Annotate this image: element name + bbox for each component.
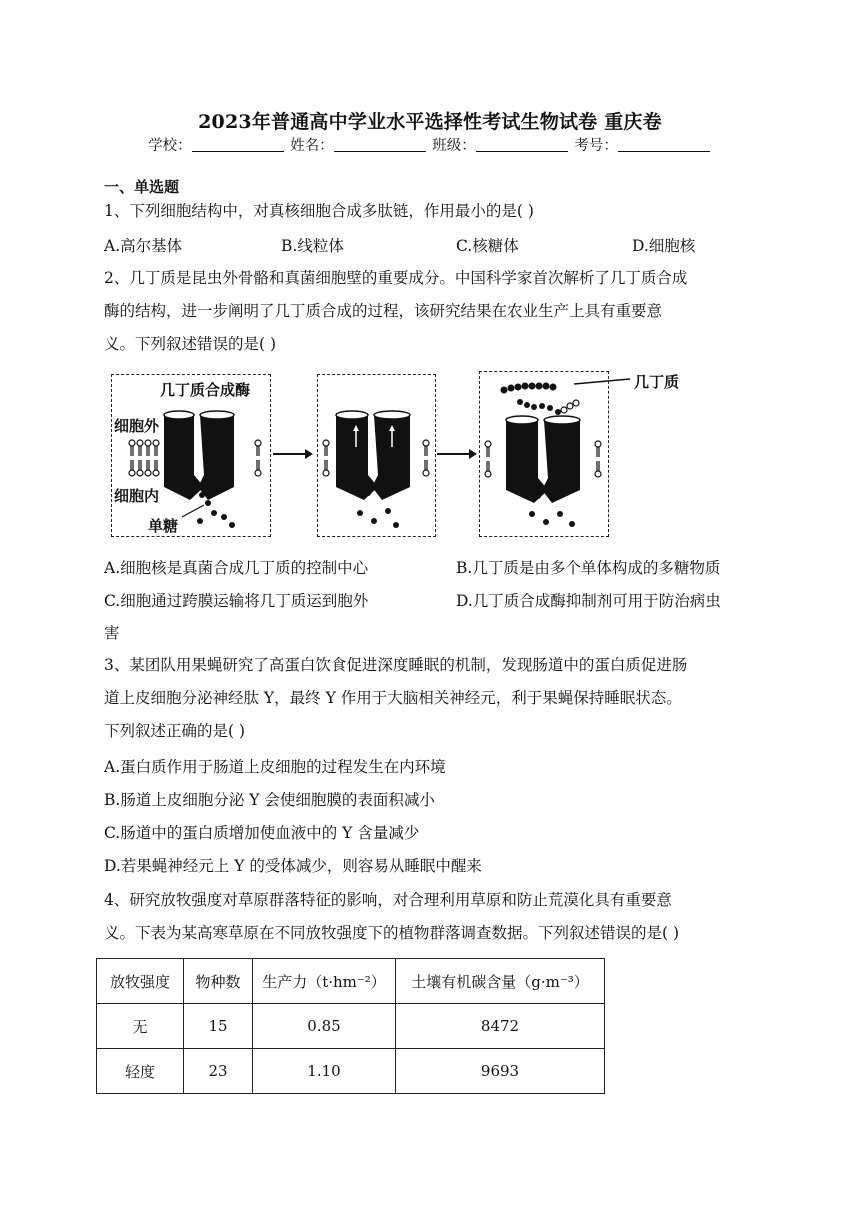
table-cell: 0.85: [253, 1004, 396, 1049]
table-header-cell: 物种数: [184, 959, 253, 1004]
school-label: 学校：: [148, 138, 192, 154]
q2-stem-line-1: 2、几丁质是昆虫外骨骼和真菌细胞壁的重要成分。中国科学家首次解析了几丁质合成: [104, 269, 688, 287]
name-label: 姓名：: [290, 138, 334, 154]
table-header-row: [97, 959, 605, 1004]
q3-option-c[interactable]: C.肠道中的蛋白质增加使血液中的 Y 含量减少: [104, 824, 420, 842]
q3-stem-line-1: 3、某团队用果蝇研究了高蛋白饮食促进深度睡眠的机制，发现肠道中的蛋白质促进肠: [104, 656, 688, 674]
chitin-synthase-panel-2: [317, 374, 436, 537]
enzyme-diagram-2: [318, 375, 435, 536]
student-info-line: [0, 134, 860, 155]
q2-option-b[interactable]: B.几丁质是由多个单体构成的多糖物质: [456, 559, 721, 577]
enzyme-diagram-1: [112, 375, 270, 536]
table-cell: 1.10: [253, 1049, 396, 1094]
chitin-label: 几丁质: [634, 373, 680, 391]
q2-option-d[interactable]: D.几丁质合成酶抑制剂可用于防治病虫: [456, 592, 721, 610]
school-blank[interactable]: [192, 137, 284, 152]
q2-option-d-continued: 害: [104, 624, 120, 642]
q3-option-a[interactable]: A.蛋白质作用于肠道上皮细胞的过程发生在内环境: [104, 758, 446, 776]
q1-stem: 1、下列细胞结构中，对真核细胞合成多肽链，作用最小的是( ): [104, 202, 534, 220]
table-cell: 无: [97, 1004, 184, 1049]
sugar-label: 单糖: [148, 517, 179, 535]
table-row: [97, 1004, 605, 1049]
table-header-cell: 放牧强度: [97, 959, 184, 1004]
q4-stem-line-2: 义。下表为某高寒草原在不同放牧强度下的植物群落调查数据。下列叙述错误的是( ): [104, 924, 680, 942]
q3-stem-line-2: 道上皮细胞分泌神经肽 Y，最终 Y 作用于大脑相关神经元，利于果蝇保持睡眠状态。: [104, 689, 682, 707]
inside-label: 细胞内: [114, 487, 160, 505]
table-cell: 轻度: [97, 1049, 184, 1094]
q2-stem-line-3: 义。下列叙述错误的是( ): [104, 335, 277, 353]
class-blank[interactable]: [476, 137, 568, 152]
outside-label: 细胞外: [114, 417, 160, 435]
table-cell: 8472: [396, 1004, 605, 1049]
table-cell: 15: [184, 1004, 253, 1049]
chitin-synthase-panel-3: [479, 371, 609, 537]
q1-option-b[interactable]: B.线粒体: [281, 237, 344, 255]
enzyme-label: 几丁质合成酶: [160, 381, 251, 399]
grazing-data-table: [96, 958, 605, 1094]
q1-option-a[interactable]: A.高尔基体: [104, 237, 183, 255]
section-heading: 一、单选题: [104, 178, 180, 196]
table-row: [97, 1049, 605, 1094]
table-cell: 23: [184, 1049, 253, 1094]
chitin-pointer-line: [574, 375, 634, 389]
q2-option-a[interactable]: A.细胞核是真菌合成几丁质的控制中心: [104, 559, 369, 577]
exam-no-blank[interactable]: [618, 137, 710, 152]
table-header-cell: 生产力（t·hm⁻²）: [253, 959, 396, 1004]
arrow-1-icon: [273, 447, 313, 461]
q1-option-d[interactable]: D.细胞核: [632, 237, 696, 255]
q3-option-b[interactable]: B.肠道上皮细胞分泌 Y 会使细胞膜的表面积减小: [104, 791, 435, 809]
q4-stem-line-1: 4、研究放牧强度对草原群落特征的影响，对合理利用草原和防止荒漠化具有重要意: [104, 891, 672, 909]
q2-option-c[interactable]: C.细胞通过跨膜运输将几丁质运到胞外: [104, 592, 369, 610]
class-label: 班级：: [432, 138, 476, 154]
q3-option-d[interactable]: D.若果蝇神经元上 Y 的受体减少，则容易从睡眠中醒来: [104, 857, 482, 875]
page-title: 2023年普通高中学业水平选择性考试生物试卷 重庆卷: [198, 111, 662, 133]
arrow-2-icon: [437, 447, 477, 461]
q1-option-c[interactable]: C.核糖体: [456, 237, 519, 255]
q3-stem-line-3: 下列叙述正确的是( ): [104, 722, 246, 740]
q2-stem-line-2: 酶的结构，进一步阐明了几丁质合成的过程，该研究结果在农业生产上具有重要意: [104, 302, 663, 320]
table-header-cell: 土壤有机碳含量（g·m⁻³）: [396, 959, 605, 1004]
enzyme-diagram-3: [480, 372, 608, 536]
name-blank[interactable]: [334, 137, 426, 152]
exam-no-label: 考号：: [574, 138, 618, 154]
table-cell: 9693: [396, 1049, 605, 1094]
chitin-synthase-panel-1: [111, 374, 271, 537]
